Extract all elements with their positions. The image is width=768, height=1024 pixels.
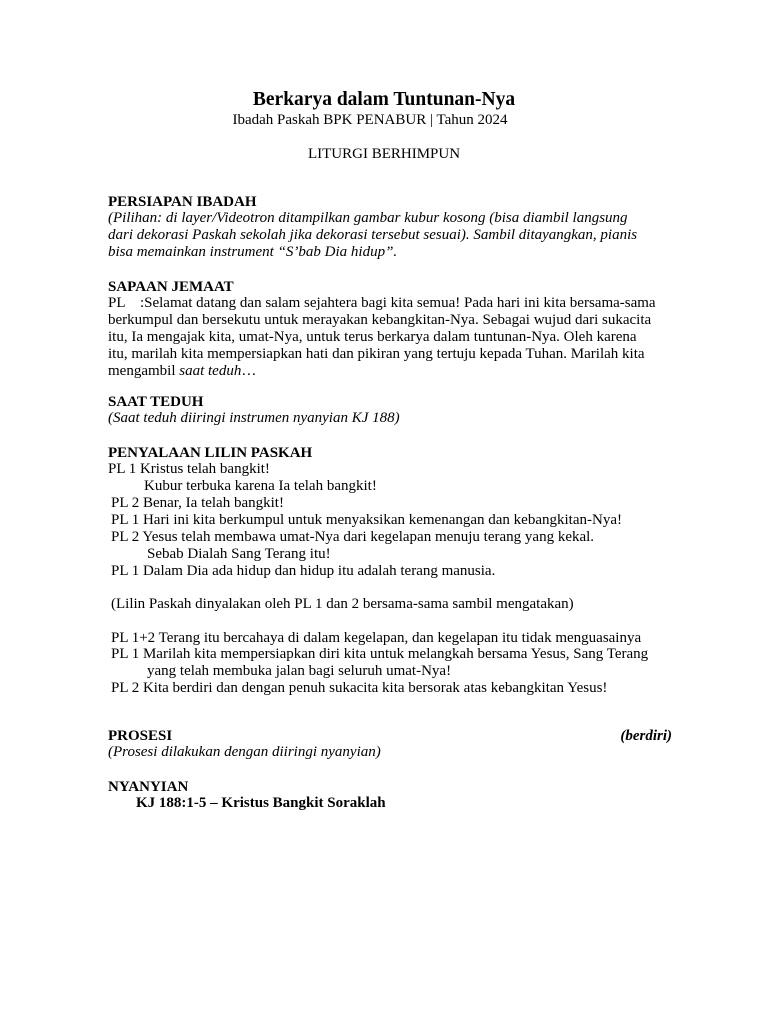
penyalaan-line: yang telah membuka jalan bagi seluruh umat-Nya!: [147, 663, 452, 679]
section-heading-penyalaan: PENYALAAN LILIN PASKAH: [108, 445, 313, 461]
penyalaan-line: PL 1 Kristus telah bangkit!: [108, 461, 270, 477]
prosesi-posture-note: (berdiri): [620, 728, 672, 744]
sapaan-line: itu, Ia mengajak kita, umat-Nya, untuk terus berkarya dalam tuntunan-Nya. Oleh karena: [108, 329, 637, 345]
penyalaan-line: PL 2 Benar, Ia telah bangkit!: [111, 495, 284, 511]
section-heading-prosesi: PROSESI: [108, 728, 173, 744]
persiapan-line: (Pilihan: di layer/Videotron ditampilkan gambar kubur kosong (bisa diambil langsung: [108, 210, 628, 226]
prosesi-note: (Prosesi dilakukan dengan diiringi nyanyian): [108, 744, 381, 760]
document-subtitle: Ibadah Paskah BPK PENABUR | Tahun 2024: [232, 112, 508, 128]
penyalaan-line: Kubur terbuka karena Ia telah bangkit!: [144, 478, 377, 494]
penyalaan-line: PL 2 Kita berdiri dan dengan penuh sukacita kita bersorak atas kebangkitan Yesus!: [111, 680, 608, 696]
penyalaan-line: PL 1+2 Terang itu bercahaya di dalam kegelapan, dan kegelapan itu tidak menguasainya: [111, 630, 642, 646]
penyalaan-instruction: (Lilin Paskah dinyalakan oleh PL 1 dan 2 bersama-sama sambil mengatakan): [111, 596, 574, 612]
penyalaan-line: PL 2 Yesus telah membawa umat-Nya dari kegelapan menuju terang yang kekal.: [111, 529, 595, 545]
sapaan-last-tail: …: [241, 363, 257, 379]
sapaan-line: itu, marilah kita mempersiapkan hati dan pikiran yang tertuju kepada Tuhan. Marilah kita: [108, 346, 645, 362]
sapaan-line: berkumpul dan bersekutu untuk merayakan kebangkitan-Nya. Sebagai wujud dari sukacita: [108, 312, 652, 328]
sapaan-line-last: [108, 363, 256, 380]
section-heading-persiapan: PERSIAPAN IBADAH: [108, 194, 257, 210]
sapaan-last-italic: saat teduh: [179, 363, 242, 379]
liturgy-label: LITURGI BERHIMPUN: [307, 146, 461, 162]
section-heading-sapaan: SAPAAN JEMAAT: [108, 279, 234, 295]
penyalaan-line: Sebab Dialah Sang Terang itu!: [147, 546, 331, 562]
persiapan-line: dari dekorasi Paskah sekolah jika dekorasi tersebut sesuai). Sambil ditayangkan, pianis: [108, 227, 638, 243]
section-heading-saat-teduh: SAAT TEDUH: [108, 394, 204, 410]
sapaan-line: PL :Selamat datang dan salam sejahtera bagi kita semua! Pada hari ini kita bersama-sama: [108, 295, 656, 311]
penyalaan-line: PL 1 Marilah kita mempersiapkan diri kita untuk melangkah bersama Yesus, Sang Terang: [111, 646, 649, 662]
penyalaan-line: PL 1 Dalam Dia ada hidup dan hidup itu adalah terang manusia.: [111, 563, 496, 579]
nyanyian-song-title: KJ 188:1-5 – Kristus Bangkit Soraklah: [136, 795, 386, 811]
penyalaan-line: PL 1 Hari ini kita berkumpul untuk menyaksikan kemenangan dan kebangkitan-Nya!: [111, 512, 622, 528]
document-title: Berkarya dalam Tuntunan-Nya: [252, 89, 516, 110]
persiapan-line: bisa memainkan instrument “S’bab Dia hidup”.: [108, 244, 398, 260]
section-heading-nyanyian: NYANYIAN: [108, 779, 189, 795]
sapaan-last-lead: mengambil: [108, 363, 180, 379]
saat-teduh-note: (Saat teduh diiringi instrumen nyanyian KJ 188): [108, 410, 400, 426]
